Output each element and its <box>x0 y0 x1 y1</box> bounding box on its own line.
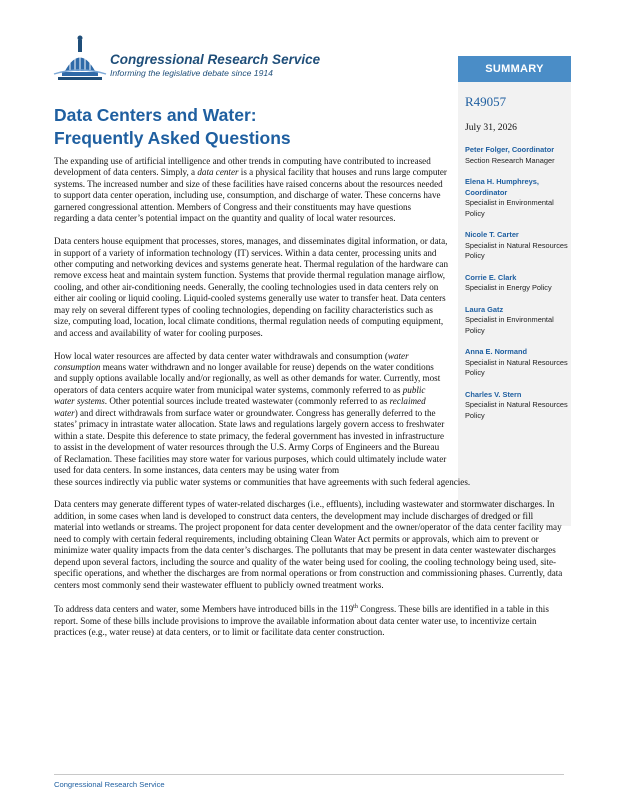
author-name[interactable]: Elena H. Humphreys, Coordinator <box>465 177 539 197</box>
page-title <box>54 104 444 150</box>
superscript: th <box>353 604 358 611</box>
author-role: Specialist in Energy Policy <box>465 283 552 292</box>
paragraph-legislation <box>54 602 564 638</box>
author-name[interactable]: Nicole T. Carter <box>465 230 519 239</box>
emphasis-term: public water systems <box>54 384 426 407</box>
summary-body <box>54 156 564 650</box>
org-name: Congressional Research Service <box>110 52 321 67</box>
author-role: Specialist in Environmental Policy <box>465 198 554 218</box>
author-name[interactable]: Anna E. Normand <box>465 347 528 356</box>
text-run: . Other potential sources include treated wastewater (commonly referred to as <box>104 396 390 407</box>
text-run: these sources indirectly via public water systems or communities that have agreements with such federal agencies. <box>54 476 471 487</box>
footer-text: Congressional Research Service <box>54 780 165 789</box>
text-run: Congress. These bills are identified in a table in this report. Some of these bills include provisions to improve the available information about data center water use, to incentivize certain practices (e.g., water reuse) at data centers, or to limit or facilitate data center construction. <box>54 604 549 638</box>
paragraph-cooling: Data centers house equipment that processes, stores, manages, and disseminates digital information, or data, in support of a variety of information technology (IT) services. Within a data center, processing units and other computing and networking devices and systems generate heat. Thermal regulation of the hardware can remove excess heat and maintain system function. Systems that provide thermal regulation manage airflow, cooling, and other air-conditioning needs. Generally, the cooling technologies used in data centers rely on either air cooling or liquid cooling. Liquid-cooled systems generally use water to transfer heat. Data centers may rely on several different types of cooling technologies, depending on facility characteristics such as size, computing load, location, local climate conditions, thermal regulation needs of computing equipment, and access and availability of water for cooling purposes. <box>54 236 449 338</box>
title-line-2: Frequently Asked Questions <box>54 128 291 148</box>
author-role: Specialist in Natural Resources Policy <box>465 400 568 420</box>
title-line-1: Data Centers and Water: <box>54 105 257 125</box>
text-run: To address data centers and water, some Members have introduced bills in the 119 <box>54 604 354 615</box>
report-date: July 31, 2026 <box>465 122 517 133</box>
text-run: The expanding use of artificial intelligence and other trends in computing have contributed to increased development of data centers. Simply, a <box>54 156 431 178</box>
text-run: means water withdrawn and no longer available for reuse) depends on the water conditions and supply options available locally and/or regionally, as well as other demands for water. Currently, most operators of data centers acquire water from municipal water systems, commonly referred to as <box>54 362 441 395</box>
crs-logo <box>52 22 322 84</box>
author-role: Specialist in Natural Resources Policy <box>465 240 568 260</box>
summary-heading: SUMMARY <box>458 56 571 82</box>
author-name[interactable]: Laura Gatz <box>465 304 504 314</box>
paragraph-intro <box>54 156 448 225</box>
emphasis-term: reclaimed water <box>54 396 426 418</box>
org-tagline: Informing the legislative debate since 1914 <box>110 68 273 78</box>
emphasis-term: data center <box>197 167 239 178</box>
text-run: ) and direct withdrawals from surface water or groundwater. Congress has generally deferred to the states’ primacy in intrastate water allocation. State laws and regulations largely govern access to freshwater within a state. Despite this deference to state primacy, the federal government has invested in infrastructure to assist in the development of water resources through the U.S. Army Corps of Engineers and the Bureau of Reclamation. These facilities may store water for various purposes, which could ultimately include water used for data centers. In some instances, data centers may be using water from <box>54 407 447 476</box>
paragraph-discharges: Data centers may generate different types of water-related discharges (i.e., effluents), including wastewater and stormwater discharges. In addition, in some cases when land is developed to construct data centers, the development may include discharges of dredged or fill material into wetlands or streams. The project proponent for data center development and the owner/operator of the data center facility may need to comply with certain federal requirements, including obtaining Clean Water Act permits or approvals, which aim to prevent or minimize water quality impacts from the data center’s discharges. The pollutants that may be present in data center wastewater discharges depend upon several factors, including the source and quality of the water being used for cooling, the cooling technology being used, site-specific operations, and whether the discharges are from normal operations or from construction and commissioning phases. Currently, data centers most commonly send their wastewater effluent to publicly owned treatment works. <box>54 499 563 590</box>
paragraph-water-sources <box>54 351 564 488</box>
footer-divider <box>54 774 564 775</box>
author-name[interactable]: Peter Folger, Coordinator <box>465 145 555 154</box>
author-role: Specialist in Environmental Policy <box>465 315 554 335</box>
report-number: R49057 <box>465 94 507 109</box>
author-role: Section Research Manager <box>465 155 555 165</box>
author-name[interactable]: Charles V. Stern <box>465 389 522 399</box>
author-name[interactable]: Corrie E. Clark <box>465 272 517 282</box>
author-role: Specialist in Natural Resources Policy <box>465 357 568 377</box>
emphasis-term: water consumption <box>54 350 409 373</box>
text-run: How local water resources are affected by data center water withdrawals and consumption ( <box>54 350 388 361</box>
text-run: is a physical facility that houses and runs large computer systems. The increased number and size of these facilities have raised concerns about the resources needed to support data center operation, including use, consumption, and discharge of water. These concerns have garnered congressional attention. Members of Congress and their constituents may have questions regarding a data center’s potential impact on the quantity and quality of local water resources. <box>54 167 447 224</box>
capitol-dome-icon <box>52 22 108 84</box>
